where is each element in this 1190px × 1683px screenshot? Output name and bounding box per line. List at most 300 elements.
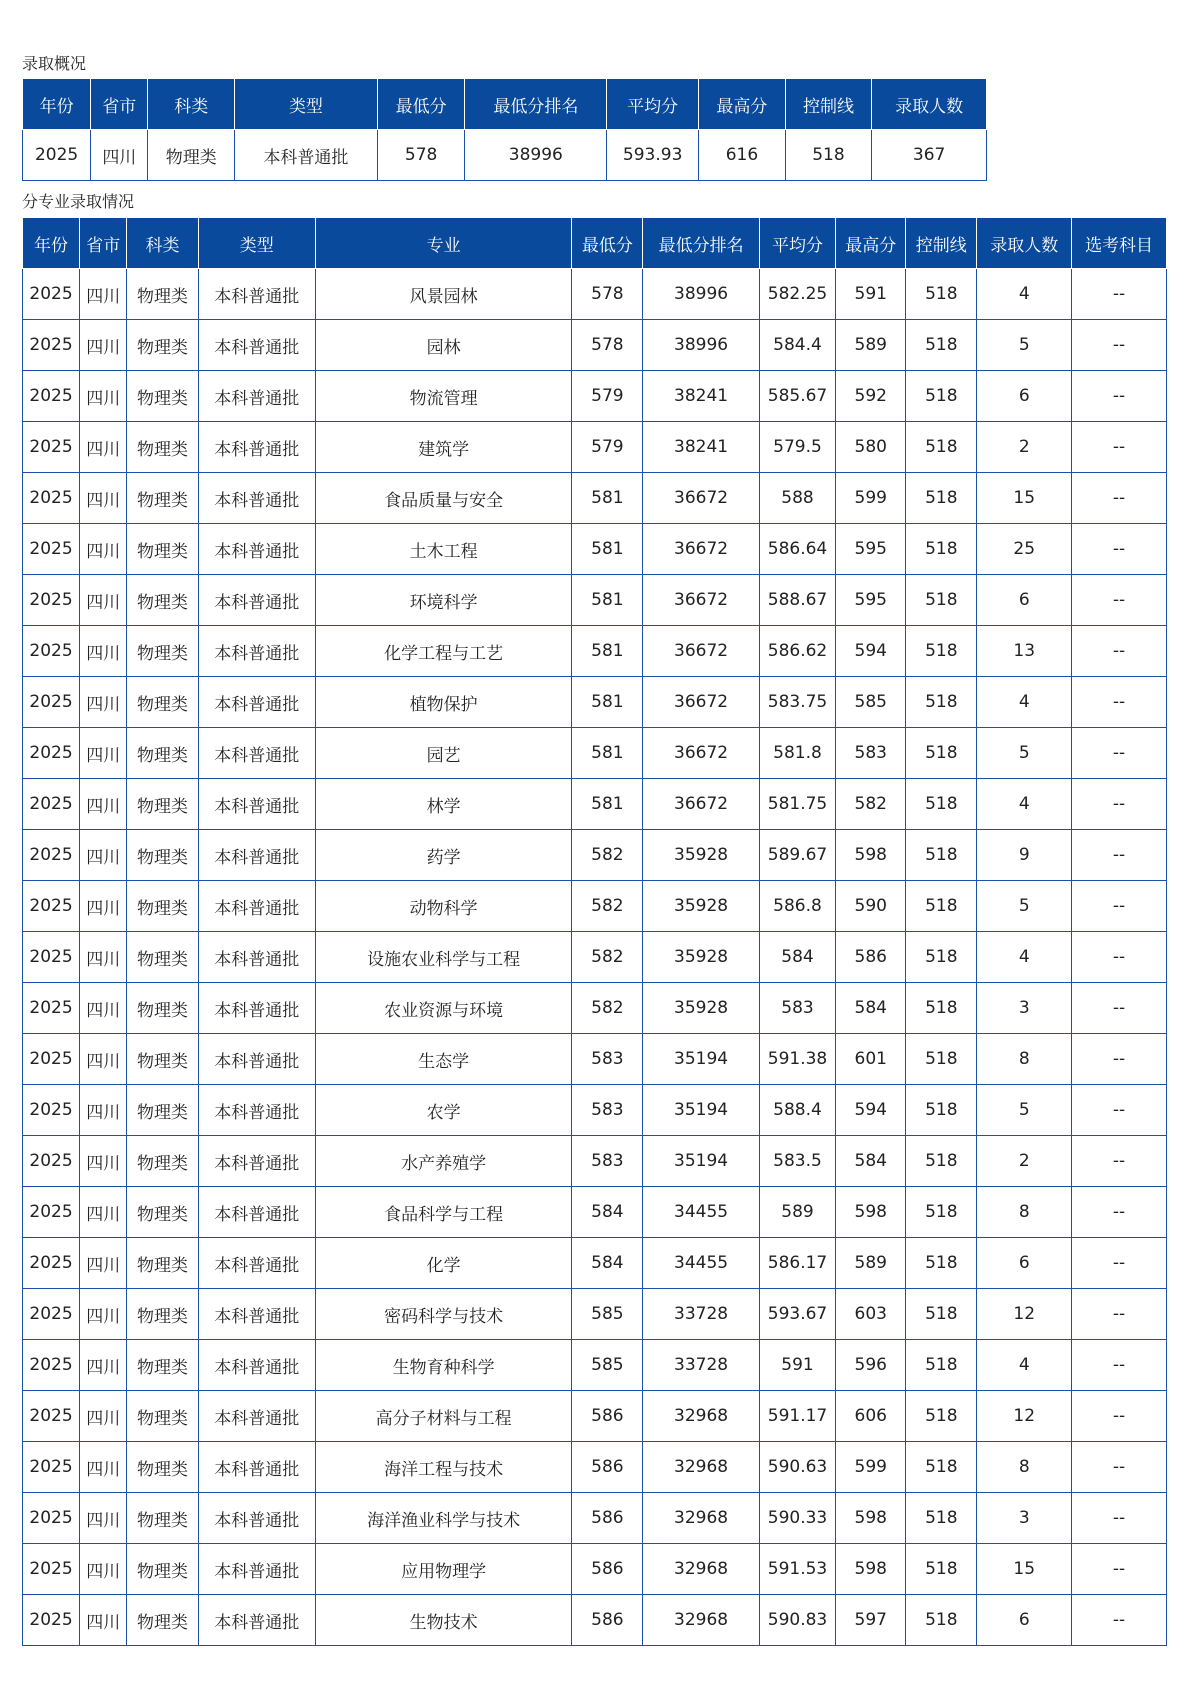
table-cell: 578: [377, 130, 465, 181]
table-cell: 四川: [80, 524, 127, 575]
table-cell: 38996: [465, 130, 607, 181]
summary-header-cell: 最低分: [377, 79, 465, 130]
table-row: [23, 371, 1167, 422]
table-row: [23, 881, 1167, 932]
table-cell: 2025: [23, 1340, 80, 1391]
table-cell: 590.83: [759, 1595, 835, 1646]
table-cell: 585: [572, 1289, 643, 1340]
table-cell: 581.8: [759, 728, 835, 779]
table-cell: 四川: [80, 932, 127, 983]
table-cell: 2025: [23, 524, 80, 575]
table-cell: 高分子材料与工程: [315, 1391, 571, 1442]
table-cell: --: [1072, 779, 1167, 830]
table-cell: 物理类: [127, 575, 198, 626]
table-cell: 586: [836, 932, 906, 983]
table-cell: --: [1072, 1544, 1167, 1595]
table-cell: 35194: [643, 1085, 759, 1136]
detail-header-cell: 最高分: [836, 218, 906, 269]
table-cell: 2025: [23, 779, 80, 830]
table-cell: 四川: [80, 320, 127, 371]
table-cell: 四川: [80, 881, 127, 932]
table-cell: --: [1072, 677, 1167, 728]
table-cell: 12: [977, 1289, 1072, 1340]
table-cell: --: [1072, 830, 1167, 881]
summary-title: 录取概况: [22, 54, 87, 73]
table-cell: 园艺: [315, 728, 571, 779]
table-cell: 2025: [23, 830, 80, 881]
table-cell: 2025: [23, 1493, 80, 1544]
table-cell: 2025: [23, 881, 80, 932]
table-cell: 海洋渔业科学与技术: [315, 1493, 571, 1544]
table-cell: 591.53: [759, 1544, 835, 1595]
table-cell: 584: [836, 983, 906, 1034]
table-cell: 生物育种科学: [315, 1340, 571, 1391]
table-cell: 586: [572, 1442, 643, 1493]
detail-header-row: [23, 218, 1167, 269]
table-cell: 四川: [80, 1340, 127, 1391]
table-row: [23, 1340, 1167, 1391]
table-cell: 四川: [80, 1442, 127, 1493]
table-row: [23, 983, 1167, 1034]
table-row: [23, 1289, 1167, 1340]
table-cell: --: [1072, 1493, 1167, 1544]
table-cell: 本科普通批: [198, 1085, 315, 1136]
table-cell: --: [1072, 932, 1167, 983]
detail-header-cell: 选考科目: [1072, 218, 1167, 269]
table-cell: 四川: [80, 473, 127, 524]
table-cell: 6: [977, 1595, 1072, 1646]
table-cell: 物理类: [127, 422, 198, 473]
table-row: [23, 1238, 1167, 1289]
table-cell: 食品质量与安全: [315, 473, 571, 524]
table-cell: 518: [906, 830, 977, 881]
table-cell: 32968: [643, 1442, 759, 1493]
table-cell: 581: [572, 626, 643, 677]
table-row: [23, 1493, 1167, 1544]
table-cell: 25: [977, 524, 1072, 575]
table-cell: 36672: [643, 473, 759, 524]
table-cell: 38241: [643, 422, 759, 473]
table-row: [23, 728, 1167, 779]
table-cell: 591: [759, 1340, 835, 1391]
table-cell: 518: [906, 524, 977, 575]
table-cell: 606: [836, 1391, 906, 1442]
detail-title: 分专业录取情况: [22, 192, 135, 211]
table-cell: 2025: [23, 320, 80, 371]
table-cell: 8: [977, 1187, 1072, 1238]
table-cell: 32968: [643, 1391, 759, 1442]
table-cell: 2025: [23, 1136, 80, 1187]
table-cell: 583: [572, 1136, 643, 1187]
table-cell: 581: [572, 575, 643, 626]
table-cell: 2025: [23, 1595, 80, 1646]
table-cell: 579: [572, 371, 643, 422]
table-cell: 本科普通批: [198, 1034, 315, 1085]
table-cell: 584: [759, 932, 835, 983]
table-cell: 四川: [80, 269, 127, 320]
table-cell: 药学: [315, 830, 571, 881]
table-cell: 583.75: [759, 677, 835, 728]
table-cell: 四川: [80, 677, 127, 728]
table-cell: 581: [572, 473, 643, 524]
table-row: [23, 1442, 1167, 1493]
table-cell: 2025: [23, 422, 80, 473]
table-cell: 32968: [643, 1595, 759, 1646]
table-cell: 2025: [23, 932, 80, 983]
summary-header-cell: 类型: [235, 79, 378, 130]
table-cell: 586: [572, 1391, 643, 1442]
table-cell: 578: [572, 320, 643, 371]
table-row: [23, 1085, 1167, 1136]
table-cell: 518: [906, 1391, 977, 1442]
table-cell: 597: [836, 1595, 906, 1646]
table-cell: 518: [906, 626, 977, 677]
table-cell: 物理类: [127, 371, 198, 422]
table-cell: 36672: [643, 779, 759, 830]
table-cell: 本科普通批: [198, 1289, 315, 1340]
table-cell: 本科普通批: [198, 1136, 315, 1187]
detail-header-cell: 平均分: [759, 218, 835, 269]
table-cell: 518: [906, 473, 977, 524]
table-row: [23, 422, 1167, 473]
table-cell: 593.93: [607, 130, 699, 181]
table-cell: 596: [836, 1340, 906, 1391]
table-cell: 2025: [23, 1085, 80, 1136]
table-cell: 34455: [643, 1187, 759, 1238]
table-cell: 本科普通批: [198, 1493, 315, 1544]
detail-header-cell: 录取人数: [977, 218, 1072, 269]
table-cell: 林学: [315, 779, 571, 830]
table-cell: 四川: [80, 1595, 127, 1646]
table-cell: 本科普通批: [198, 422, 315, 473]
table-cell: 518: [906, 881, 977, 932]
table-cell: --: [1072, 881, 1167, 932]
table-cell: 518: [906, 1544, 977, 1595]
table-cell: 物理类: [127, 1238, 198, 1289]
detail-header-cell: 专业: [315, 218, 571, 269]
table-row: [23, 932, 1167, 983]
table-cell: 园林: [315, 320, 571, 371]
table-cell: 物理类: [127, 1136, 198, 1187]
table-cell: 四川: [80, 626, 127, 677]
table-cell: 物理类: [127, 881, 198, 932]
table-cell: 616: [699, 130, 786, 181]
table-cell: 595: [836, 524, 906, 575]
table-cell: 本科普通批: [198, 1238, 315, 1289]
table-cell: 518: [906, 1289, 977, 1340]
table-row: [23, 1136, 1167, 1187]
table-cell: 2025: [23, 1442, 80, 1493]
table-cell: 本科普通批: [198, 881, 315, 932]
table-cell: 592: [836, 371, 906, 422]
table-cell: 578: [572, 269, 643, 320]
table-row: [23, 1544, 1167, 1595]
table-cell: 四川: [80, 1289, 127, 1340]
table-row: [23, 130, 987, 181]
table-cell: 物理类: [127, 779, 198, 830]
table-cell: 本科普通批: [198, 1595, 315, 1646]
table-cell: 四川: [80, 1238, 127, 1289]
table-cell: 环境科学: [315, 575, 571, 626]
table-cell: 35928: [643, 983, 759, 1034]
table-cell: --: [1072, 626, 1167, 677]
table-cell: 584: [572, 1238, 643, 1289]
table-cell: 2: [977, 422, 1072, 473]
table-cell: 579: [572, 422, 643, 473]
table-cell: 581: [572, 779, 643, 830]
table-cell: 588: [759, 473, 835, 524]
table-cell: --: [1072, 422, 1167, 473]
table-row: [23, 1595, 1167, 1646]
table-row: [23, 626, 1167, 677]
table-row: [23, 269, 1167, 320]
table-cell: 15: [977, 1544, 1072, 1595]
table-cell: 598: [836, 1493, 906, 1544]
table-cell: 本科普通批: [198, 1442, 315, 1493]
table-cell: 33728: [643, 1289, 759, 1340]
table-cell: 582: [572, 932, 643, 983]
table-cell: 584: [836, 1136, 906, 1187]
table-cell: 36672: [643, 575, 759, 626]
table-cell: 36672: [643, 524, 759, 575]
table-row: [23, 779, 1167, 830]
table-cell: 物理类: [127, 1085, 198, 1136]
table-cell: 32968: [643, 1544, 759, 1595]
table-cell: --: [1072, 1595, 1167, 1646]
table-cell: 密码科学与技术: [315, 1289, 571, 1340]
table-cell: 598: [836, 1544, 906, 1595]
table-cell: 化学: [315, 1238, 571, 1289]
table-cell: 本科普通批: [198, 320, 315, 371]
table-cell: 本科普通批: [198, 677, 315, 728]
table-cell: 518: [906, 932, 977, 983]
table-cell: --: [1072, 1340, 1167, 1391]
table-cell: 35928: [643, 830, 759, 881]
table-cell: 4: [977, 677, 1072, 728]
table-cell: 设施农业科学与工程: [315, 932, 571, 983]
table-cell: 581: [572, 677, 643, 728]
table-cell: 4: [977, 932, 1072, 983]
table-cell: --: [1072, 575, 1167, 626]
table-cell: 35194: [643, 1136, 759, 1187]
summary-header-cell: 年份: [23, 79, 91, 130]
table-cell: 本科普通批: [198, 779, 315, 830]
table-cell: 四川: [80, 1544, 127, 1595]
table-cell: 2025: [23, 130, 91, 181]
table-cell: 518: [906, 371, 977, 422]
table-cell: 9: [977, 830, 1072, 881]
table-cell: 35928: [643, 932, 759, 983]
table-cell: 6: [977, 575, 1072, 626]
table-cell: 518: [906, 728, 977, 779]
table-cell: --: [1072, 1085, 1167, 1136]
table-cell: 2025: [23, 1238, 80, 1289]
table-cell: 2025: [23, 473, 80, 524]
table-cell: 生态学: [315, 1034, 571, 1085]
table-cell: 4: [977, 779, 1072, 830]
table-cell: 风景园林: [315, 269, 571, 320]
table-cell: 3: [977, 1493, 1072, 1544]
detail-header-cell: 最低分: [572, 218, 643, 269]
table-row: [23, 473, 1167, 524]
table-cell: 33728: [643, 1340, 759, 1391]
table-cell: 生物技术: [315, 1595, 571, 1646]
table-cell: 物理类: [127, 626, 198, 677]
table-cell: 四川: [80, 728, 127, 779]
table-cell: --: [1072, 1136, 1167, 1187]
table-cell: 594: [836, 1085, 906, 1136]
summary-header-cell: 录取人数: [872, 79, 987, 130]
table-cell: 5: [977, 881, 1072, 932]
table-cell: 35194: [643, 1034, 759, 1085]
table-cell: --: [1072, 728, 1167, 779]
table-cell: 物理类: [127, 269, 198, 320]
table-cell: 588.67: [759, 575, 835, 626]
table-cell: 物理类: [127, 320, 198, 371]
table-cell: 物理类: [127, 524, 198, 575]
table-cell: 本科普通批: [235, 130, 378, 181]
table-cell: 2025: [23, 983, 80, 1034]
table-cell: 6: [977, 1238, 1072, 1289]
table-row: [23, 677, 1167, 728]
table-cell: 518: [906, 422, 977, 473]
table-cell: --: [1072, 269, 1167, 320]
table-cell: 本科普通批: [198, 371, 315, 422]
table-cell: 518: [785, 130, 872, 181]
table-cell: 2025: [23, 1034, 80, 1085]
table-cell: 本科普通批: [198, 1544, 315, 1595]
table-cell: --: [1072, 1442, 1167, 1493]
table-cell: 32968: [643, 1493, 759, 1544]
table-cell: 4: [977, 269, 1072, 320]
table-cell: 589: [836, 1238, 906, 1289]
table-row: [23, 575, 1167, 626]
table-cell: 518: [906, 1493, 977, 1544]
table-cell: 本科普通批: [198, 830, 315, 881]
table-cell: 物理类: [127, 1289, 198, 1340]
table-cell: 581.75: [759, 779, 835, 830]
table-cell: 586.17: [759, 1238, 835, 1289]
table-cell: --: [1072, 1034, 1167, 1085]
table-cell: 590.63: [759, 1442, 835, 1493]
table-cell: 15: [977, 473, 1072, 524]
detail-header-cell: 省市: [80, 218, 127, 269]
table-cell: --: [1072, 1391, 1167, 1442]
table-cell: --: [1072, 371, 1167, 422]
table-cell: 595: [836, 575, 906, 626]
table-cell: 四川: [80, 1187, 127, 1238]
table-cell: 586: [572, 1544, 643, 1595]
table-cell: 2025: [23, 1391, 80, 1442]
summary-header-cell: 科类: [148, 79, 235, 130]
table-cell: 应用物理学: [315, 1544, 571, 1595]
table-cell: 8: [977, 1442, 1072, 1493]
table-cell: --: [1072, 320, 1167, 371]
table-cell: 本科普通批: [198, 524, 315, 575]
table-cell: 物理类: [127, 1340, 198, 1391]
table-cell: 本科普通批: [198, 1391, 315, 1442]
table-cell: 5: [977, 320, 1072, 371]
table-cell: 物理类: [127, 1493, 198, 1544]
table-row: [23, 524, 1167, 575]
table-cell: 518: [906, 983, 977, 1034]
table-cell: 四川: [80, 779, 127, 830]
table-cell: 581: [572, 524, 643, 575]
table-cell: 四川: [91, 130, 148, 181]
table-cell: 518: [906, 1595, 977, 1646]
table-cell: 586: [572, 1493, 643, 1544]
table-cell: 584: [572, 1187, 643, 1238]
detail-header-cell: 年份: [23, 218, 80, 269]
table-cell: 四川: [80, 1391, 127, 1442]
table-cell: 土木工程: [315, 524, 571, 575]
table-cell: 582: [572, 830, 643, 881]
table-cell: 590.33: [759, 1493, 835, 1544]
table-cell: 四川: [80, 830, 127, 881]
summary-header-row: [23, 79, 987, 130]
table-cell: 518: [906, 269, 977, 320]
table-cell: 四川: [80, 1493, 127, 1544]
table-cell: 本科普通批: [198, 932, 315, 983]
table-row: [23, 1034, 1167, 1085]
table-cell: 本科普通批: [198, 473, 315, 524]
table-cell: 599: [836, 1442, 906, 1493]
table-cell: 物理类: [127, 1187, 198, 1238]
table-cell: 本科普通批: [198, 1187, 315, 1238]
table-cell: 38996: [643, 320, 759, 371]
table-cell: 物理类: [127, 728, 198, 779]
table-cell: 518: [906, 575, 977, 626]
summary-body: [23, 130, 987, 181]
table-cell: 动物科学: [315, 881, 571, 932]
table-cell: 农学: [315, 1085, 571, 1136]
table-cell: 四川: [80, 1136, 127, 1187]
table-row: [23, 320, 1167, 371]
table-cell: 590: [836, 881, 906, 932]
detail-table: [22, 217, 1167, 1646]
table-cell: 本科普通批: [198, 626, 315, 677]
table-cell: 579.5: [759, 422, 835, 473]
table-cell: 物理类: [127, 983, 198, 1034]
table-cell: 586.62: [759, 626, 835, 677]
table-cell: 2025: [23, 677, 80, 728]
table-cell: 物理类: [127, 1442, 198, 1493]
table-cell: 581: [572, 728, 643, 779]
detail-header-cell: 最低分排名: [643, 218, 759, 269]
table-cell: 36672: [643, 626, 759, 677]
table-cell: 580: [836, 422, 906, 473]
detail-body: [23, 269, 1167, 1646]
table-cell: 物理类: [127, 473, 198, 524]
table-cell: 593.67: [759, 1289, 835, 1340]
table-cell: 物理类: [127, 830, 198, 881]
table-cell: 518: [906, 1034, 977, 1085]
table-cell: 367: [872, 130, 987, 181]
table-cell: 2025: [23, 371, 80, 422]
table-cell: 518: [906, 779, 977, 830]
table-cell: 518: [906, 1136, 977, 1187]
table-cell: 四川: [80, 371, 127, 422]
table-cell: 2025: [23, 626, 80, 677]
table-cell: 化学工程与工艺: [315, 626, 571, 677]
table-cell: --: [1072, 473, 1167, 524]
table-cell: 建筑学: [315, 422, 571, 473]
table-cell: 518: [906, 677, 977, 728]
table-cell: --: [1072, 524, 1167, 575]
table-cell: 5: [977, 728, 1072, 779]
table-cell: 13: [977, 626, 1072, 677]
table-cell: 农业资源与环境: [315, 983, 571, 1034]
